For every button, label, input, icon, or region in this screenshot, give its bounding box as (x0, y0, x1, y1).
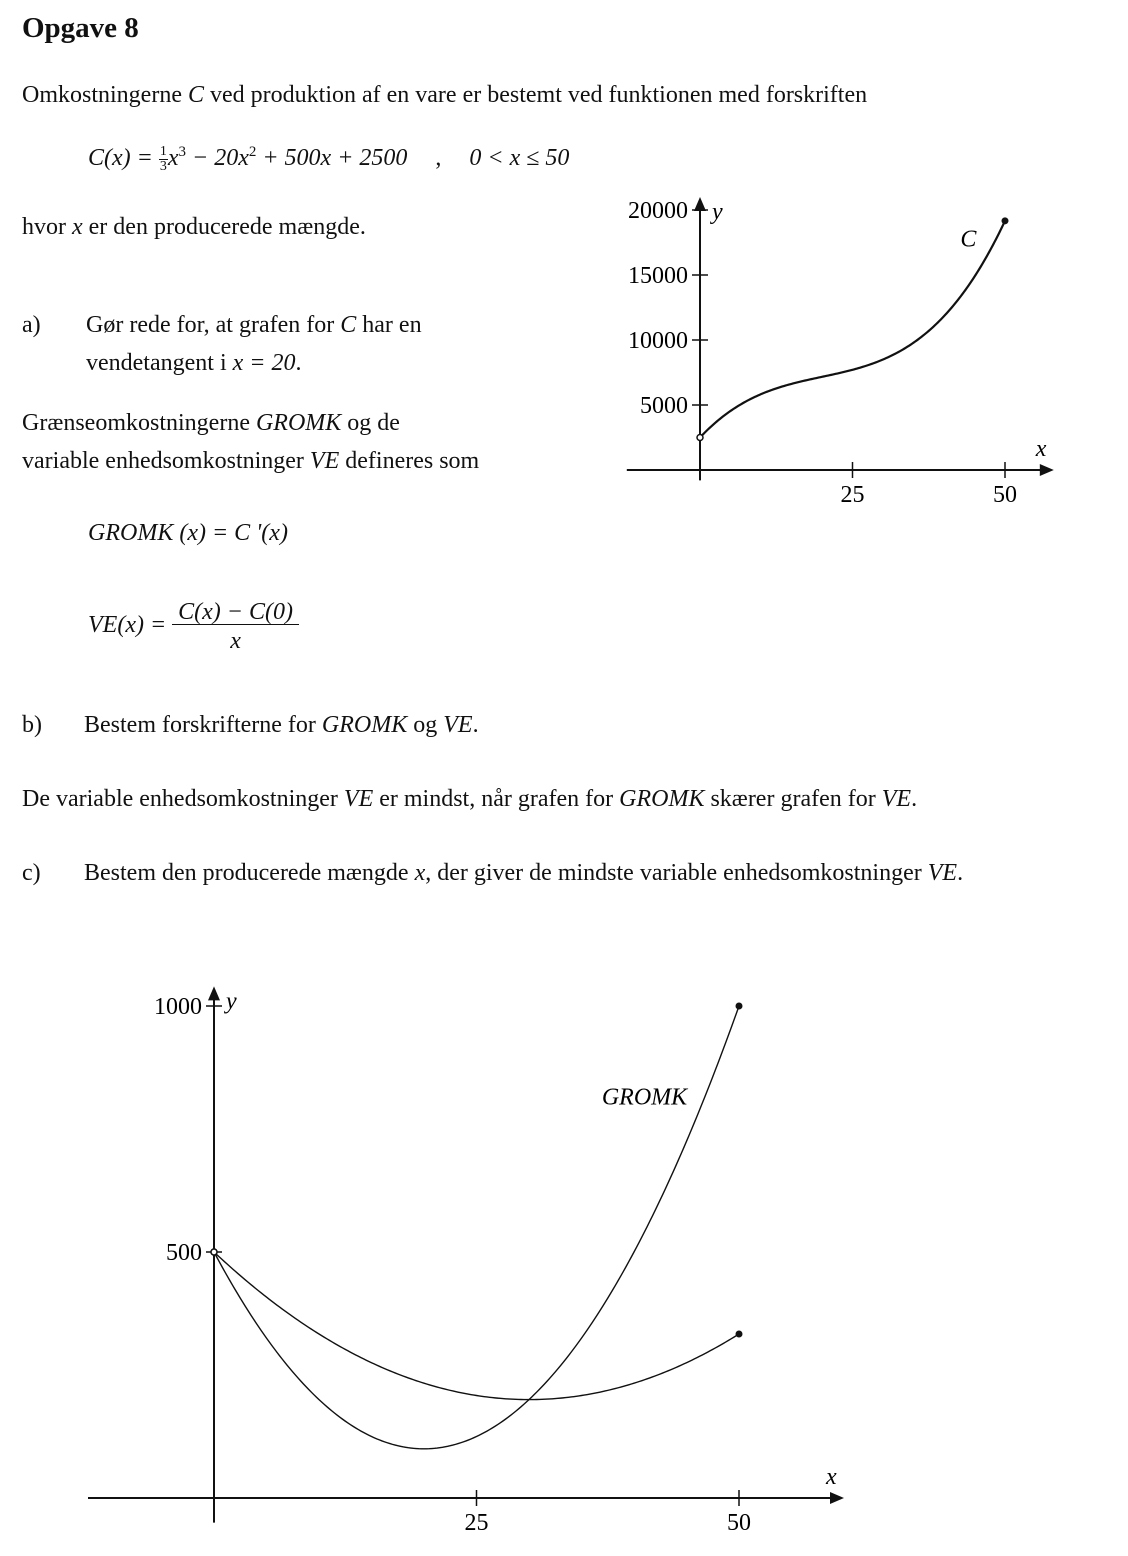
formula-gromk-text: GROMK (x) = C '(x) (88, 520, 288, 546)
y-tick-label: 15000 (628, 263, 688, 289)
part-b-mid: og (413, 712, 438, 738)
part-a-label: a) (22, 312, 41, 338)
fraction-one-third (159, 145, 168, 174)
formula-c (88, 144, 569, 174)
intro-var-c: C (187, 82, 204, 108)
part-b-text (84, 712, 479, 739)
x-tick-label: 50 (727, 1510, 751, 1536)
definitions-line1-var: GROMK (255, 410, 342, 436)
statement-post: . (911, 786, 918, 812)
series-end-point-ve (736, 1331, 743, 1338)
x-axis-label: x (1035, 436, 1047, 462)
formula-c-domain: 0 < x ≤ 50 (469, 145, 570, 171)
hvor-line (22, 214, 366, 241)
formula-c-term2: − 20x (192, 145, 249, 171)
y-tick-label: 500 (166, 1240, 202, 1266)
y-tick-label: 5000 (640, 393, 688, 419)
formula-c-lhs: C(x) = (88, 145, 153, 171)
definitions-line1 (22, 410, 400, 437)
series-start-point-c (697, 435, 703, 441)
definitions-line1-pre: Grænseomkostningerne (22, 410, 250, 436)
series-label-gromk: GROMK (601, 1084, 688, 1111)
formula-ve-fraction (172, 600, 299, 653)
series-line-ve (214, 1252, 739, 1400)
part-a-line2-eq: x = 20 (232, 350, 296, 376)
definitions-line2 (22, 448, 479, 475)
y-tick-label: 20000 (628, 198, 688, 224)
y-axis-label: y (712, 199, 723, 225)
formula-ve-num: C(x) − C(0) (172, 600, 299, 625)
y-axis-label: y (226, 988, 237, 1015)
x-tick-label: 50 (993, 482, 1017, 508)
formula-c-exp3: 3 (178, 144, 186, 160)
part-a-line1-pre: Gør rede for, at grafen for (86, 312, 335, 338)
frac-den: 3 (159, 158, 167, 174)
statement-pre: De variable enhedsomkostninger (22, 786, 338, 812)
intro-text (22, 82, 867, 109)
formula-c-exp2: 2 (248, 144, 257, 160)
y-tick-label: 10000 (628, 328, 688, 354)
series-end-point-c (1002, 217, 1009, 224)
x-axis-arrow (830, 1492, 844, 1504)
formula-gromk (88, 520, 288, 547)
part-a-line2 (86, 350, 301, 377)
formula-ve-lhs: VE(x) = (88, 612, 167, 639)
formula-c-term3: + 500x + 2500 (262, 145, 408, 171)
statement-mid: er mindst, når grafen for (379, 786, 614, 812)
formula-ve (88, 600, 299, 653)
statement-var2: GROMK (619, 786, 705, 812)
formula-ve-den: x (230, 628, 241, 654)
intro-part1: Omkostningerne (22, 82, 182, 108)
series-label-c: C (960, 226, 977, 253)
formula-c-term1: x (167, 145, 179, 171)
statement-mid2: skærer grafen for (710, 786, 876, 812)
part-a-line1 (86, 312, 422, 339)
statement-var3: VE (881, 786, 912, 812)
definitions-line2-var: VE (309, 448, 340, 474)
cost-chart (590, 180, 1090, 530)
definitions-line2-pre: variable enhedsomkostninger (22, 448, 304, 474)
frac-num: 1 (159, 143, 167, 159)
part-c-post: . (957, 860, 964, 886)
part-c-mid: , der giver de mindste variable enhedsomkostninger (425, 860, 922, 886)
series-start-point-ve (211, 1249, 217, 1255)
part-a-line2-pre: vendetangent i (86, 350, 227, 376)
x-tick-label: 25 (840, 482, 865, 508)
hvor-var: x (72, 214, 83, 240)
x-axis-label: x (826, 1464, 837, 1490)
problem-title: Opgave 8 (22, 12, 139, 44)
part-b-pre: Bestem forskrifterne for (84, 712, 316, 738)
statement-line (22, 786, 917, 813)
formula-c-sep: , (435, 145, 442, 171)
y-axis-arrow (208, 986, 220, 1000)
part-c-pre: Bestem den producerede mængde (84, 860, 409, 886)
statement-var1: VE (343, 786, 374, 812)
part-c-label: c) (22, 860, 41, 886)
part-a-line2-post: . (295, 350, 302, 376)
part-c-var2: VE (927, 860, 958, 886)
intro-part2: ved produktion af en vare er bestemt ved funktionen med forskriften (210, 82, 868, 108)
series-line-c (700, 221, 1005, 438)
part-c-text (84, 860, 963, 887)
definitions-line1-post: og de (347, 410, 400, 436)
gromk-ve-chart (70, 960, 870, 1540)
x-tick-label: 25 (464, 1510, 489, 1536)
part-b-var2: VE (443, 712, 473, 738)
definitions-line2-post: defineres som (345, 448, 480, 474)
part-a-line1-var: C (340, 312, 357, 338)
part-b-post: . (472, 712, 479, 738)
series-line-gromk (214, 1006, 739, 1449)
y-tick-label: 1000 (154, 994, 202, 1020)
x-axis-arrow (1040, 464, 1054, 476)
part-c-var1: x (414, 860, 426, 886)
part-b-label: b) (22, 712, 42, 738)
y-axis-arrow (694, 197, 706, 211)
hvor-post: er den producerede mængde. (88, 214, 366, 240)
part-a-line1-post: har en (362, 312, 422, 338)
series-end-point-gromk (736, 1003, 743, 1010)
hvor-pre: hvor (22, 214, 66, 240)
part-b-var1: GROMK (321, 712, 408, 738)
